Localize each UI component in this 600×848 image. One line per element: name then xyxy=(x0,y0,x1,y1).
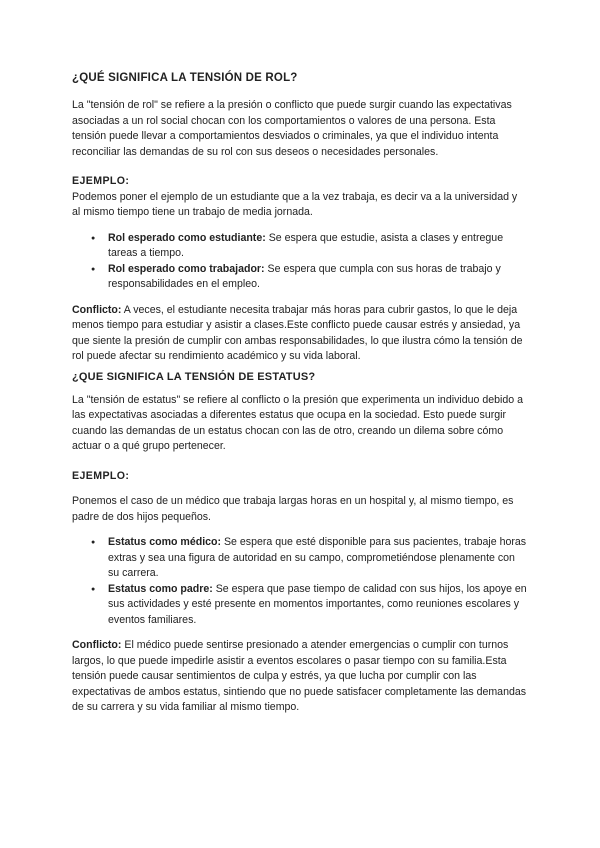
text-conflicto-estatus: El médico puede sentirse presionado a atender emergencias o cumplir con turnos largos, lo que puede impedirle asistir a eventos escolares o pasar tiempo con su familia.Esta tensión puede causar sentimientos de culpa y estrés, ya que lucha por cumplir con las expectativas de ambos estatus, sintiendo que no puede satisfacer completamente las demandas de su carrera y su vida familiar al mismo tiempo. xyxy=(72,639,527,713)
text-estatus-padre: Se espera que pase tiempo de calidad con sus hijos, los apoye en sus actividades y esté presente en momentos importantes, como reuniones escolares y eventos familiares. xyxy=(108,582,527,626)
label-estatus-padre: Estatus como padre: xyxy=(108,582,213,595)
heading-tension-de-estatus: ¿QUE SIGNIFICA LA TENSIÓN DE ESTATUS? xyxy=(72,370,316,383)
paragraph-conflicto-rol xyxy=(72,303,528,365)
list-item-rol-estudiante xyxy=(108,231,528,262)
text-rol-trabajador: Se espera que cumpla con sus horas de trabajo y responsabilidades en el empleo. xyxy=(108,262,501,290)
label-ejemplo-estatus: EJEMPLO: xyxy=(72,469,130,482)
list-roles xyxy=(72,231,528,293)
paragraph-ejemplo-rol: Podemos poner el ejemplo de un estudiante que a la vez trabaja, es decir va a la universidad y al mismo tiempo tiene un trabajo de media jornada. xyxy=(72,190,518,218)
label-estatus-medico: Estatus como médico: xyxy=(108,536,222,548)
list-item-estatus-padre xyxy=(108,582,528,629)
label-rol-trabajador: Rol esperado como trabajador: xyxy=(108,262,265,275)
list-item-rol-trabajador xyxy=(108,262,528,293)
heading-tension-de-rol: ¿QUÉ SIGNIFICA LA TENSIÓN DE ROL? xyxy=(72,72,298,84)
label-ejemplo-rol: EJEMPLO: xyxy=(72,175,130,187)
paragraph-ejemplo-estatus: Ponemos el caso de un médico que trabaja largas horas en un hospital y, al mismo tiempo, es padre de dos hijos pequeños. xyxy=(72,495,514,523)
paragraph-intro-rol: La "tensión de rol" se refiere a la presión o conflicto que puede surgir cuando las expectativas asociadas a un rol social chocan con los comportamientos o valores de una persona. Esta tensión puede llevar a comportamientos desviados o criminales, ya que el individuo intenta reconciliar las demandas de su rol con sus deseos o necesidades personales. xyxy=(72,99,512,158)
label-conflicto-estatus: Conflicto: xyxy=(72,639,122,651)
text-estatus-medico: Se espera que esté disponible para sus pacientes, trabaje horas extras y sea una figura de autoridad en su campo, comprometiéndose plenamente con su carrera. xyxy=(108,536,527,579)
text-rol-estudiante: Se espera que estudie, asista a clases y entregue tareas a tiempo. xyxy=(108,231,504,259)
label-conflicto-rol: Conflicto: xyxy=(72,303,122,316)
paragraph-conflicto-estatus xyxy=(72,638,528,716)
text-conflicto-rol: A veces, el estudiante necesita trabajar más horas para cubrir gastos, lo que le deja menos tiempo para estudiar y asistir a clases.Este conflicto puede causar estrés y ansiedad, ya que siente la presión de cumplir con ambas responsabilidades, lo que ilustra cómo la tensión de rol puede afectar su rendimiento académico y su vida laboral. xyxy=(72,303,523,362)
list-item-estatus-medico xyxy=(108,535,528,582)
paragraph-intro-estatus: La "tensión de estatus" se refiere al conflicto o la presión que experimenta un individuo debido a las expectativas asociadas a diferentes estatus que ocupa en la sociedad. Esto puede surgir cuando las demandas de un estatus chocan con las de otro, creando un dilema sobre cómo actuar o a qué grupo pertenecer. xyxy=(72,393,523,452)
label-rol-estudiante: Rol esperado como estudiante: xyxy=(108,231,266,244)
list-estatus xyxy=(72,535,528,628)
